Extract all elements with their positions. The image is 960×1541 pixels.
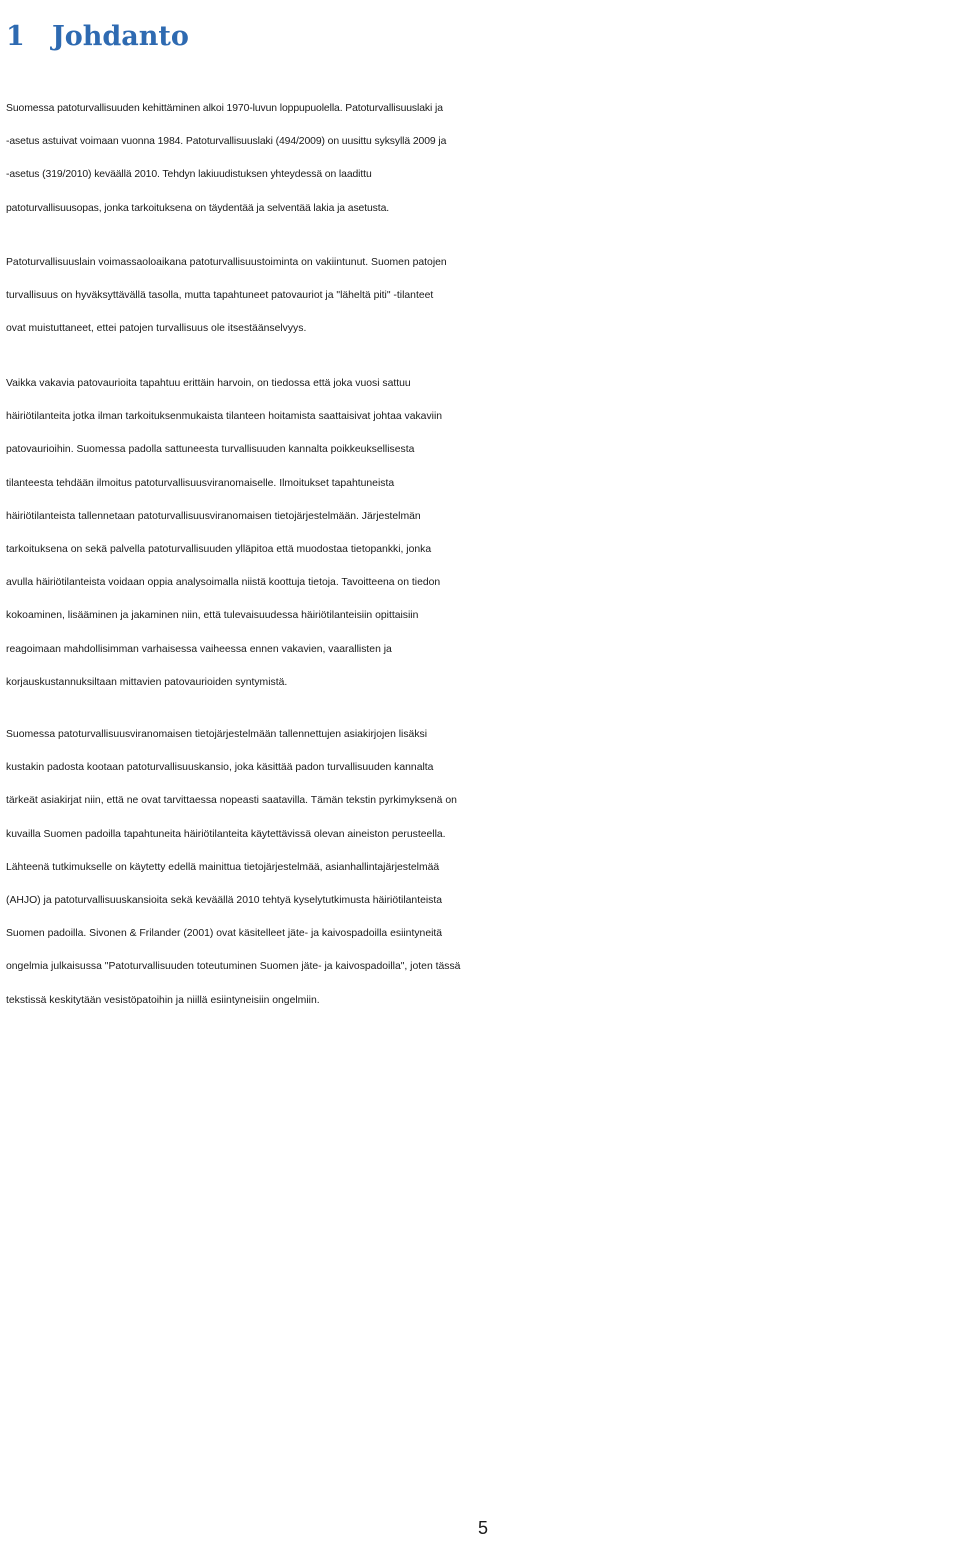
paragraph-line: Lähteenä tutkimukselle on käytetty edellä mainittua tietojärjestelmää, asianhallintajärjestelmää xyxy=(6,861,440,873)
paragraph-line: häiriötilanteista tallennetaan patoturvallisuusviranomaisen tietojärjestelmään. Järjestelmän xyxy=(6,510,421,522)
paragraph-line: (AHJO) ja patoturvallisuuskansioita sekä keväällä 2010 tehtyä kyselytutkimusta häiriötilanteista xyxy=(6,894,443,906)
paragraph-line: reagoimaan mahdollisimman varhaisessa vaiheessa ennen vakavien, vaarallisten ja xyxy=(6,643,392,655)
paragraph-line: avulla häiriötilanteista voidaan oppia analysoimalla niistä koottuja tietoja. Tavoitteena on tiedon xyxy=(6,577,441,589)
paragraph-1 xyxy=(6,92,960,225)
paragraph-line: Vaikka vakavia patovaurioita tapahtuu erittäin harvoin, on tiedossa että joka vuosi sattuu xyxy=(6,378,411,389)
paragraph-line: tarkoituksena on sekä palvella patoturvallisuuden ylläpitoa että muodostaa tietopankki, jonka xyxy=(6,543,432,555)
page-number xyxy=(0,1518,960,1539)
paragraph-line: Suomessa patoturvallisuusviranomaisen tietojärjestelmään tallennettujen asiakirjojen lisäksi xyxy=(6,729,428,740)
paragraph-line: ongelmia julkaisussa "Patoturvallisuuden toteutuminen Suomen jäte- ja kaivospadoilla", joten tässä xyxy=(6,961,461,973)
paragraph-line: korjauskustannuksiltaan mittavien patovaurioiden syntymistä. xyxy=(6,676,288,688)
paragraph-line: -asetus astuivat voimaan vuonna 1984. Patoturvallisuuslaki (494/2009) on uusittu syksyllä 2009 ja xyxy=(6,136,447,148)
paragraph-line: turvallisuus on hyväksyttävällä tasolla, mutta tapahtuneet patovauriot ja "läheltä piti" -tilanteet xyxy=(6,290,434,302)
paragraph-line: kuvailla Suomen padoilla tapahtuneita häiriötilanteita käytettävissä olevan aineiston perusteella. xyxy=(6,828,446,840)
section-heading xyxy=(6,18,189,54)
paragraph-line: tilanteesta tehdään ilmoitus patoturvallisuusviranomaiselle. Ilmoitukset tapahtuneista xyxy=(6,477,395,489)
section-title: Johdanto xyxy=(52,20,189,52)
paragraph-line: tekstissä keskitytään vesistöpatoihin ja niillä esiintyneisiin ongelmiin. xyxy=(6,994,320,1006)
paragraph-line: patovaurioihin. Suomessa padolla sattuneesta turvallisuuden kannalta poikkeuksellisesta xyxy=(6,444,415,456)
page-number-value: 5 xyxy=(477,1518,488,1538)
paragraph-3 xyxy=(6,367,960,699)
paragraph-line: häiriötilanteita jotka ilman tarkoituksenmukaista tilanteen hoitamista saattaisivat johtaa vakaviin xyxy=(6,411,443,423)
section-number: 1 xyxy=(6,20,25,52)
paragraph-line: kustakin padosta kootaan patoturvallisuuskansio, joka käsittää padon turvallisuuden kannalta xyxy=(6,762,434,774)
paragraph-line: Suomessa patoturvallisuuden kehittäminen alkoi 1970-luvun loppupuolella. Patoturvallisuuslaki ja xyxy=(6,103,443,114)
paragraph-4 xyxy=(6,718,960,1017)
paragraph-line: ovat muistuttaneet, ettei patojen turvallisuus ole itsestäänselvyys. xyxy=(6,323,307,335)
paragraph-line: kokoaminen, lisääminen ja jakaminen niin, että tulevaisuudessa häiriötilanteisiin opittaisiin xyxy=(6,610,419,622)
paragraph-line: -asetus (319/2010) keväällä 2010. Tehdyn lakiuudistuksen yhteydessä on laadittu xyxy=(6,169,372,181)
paragraph-line: Patoturvallisuuslain voimassaoloaikana patoturvallisuustoiminta on vakiintunut. Suomen patojen xyxy=(6,257,447,268)
paragraph-line: Suomen padoilla. Sivonen & Frilander (2001) ovat käsitelleet jäte- ja kaivospadoilla esiintyneitä xyxy=(6,928,443,940)
paragraph-2 xyxy=(6,246,960,346)
paragraph-line: tärkeät asiakirjat niin, että ne ovat tarvittaessa nopeasti saatavilla. Tämän tekstin pyrkimyksenä on xyxy=(6,795,457,807)
paragraph-line: patoturvallisuusopas, jonka tarkoituksena on täydentää ja selventää lakia ja asetusta. xyxy=(6,202,390,214)
